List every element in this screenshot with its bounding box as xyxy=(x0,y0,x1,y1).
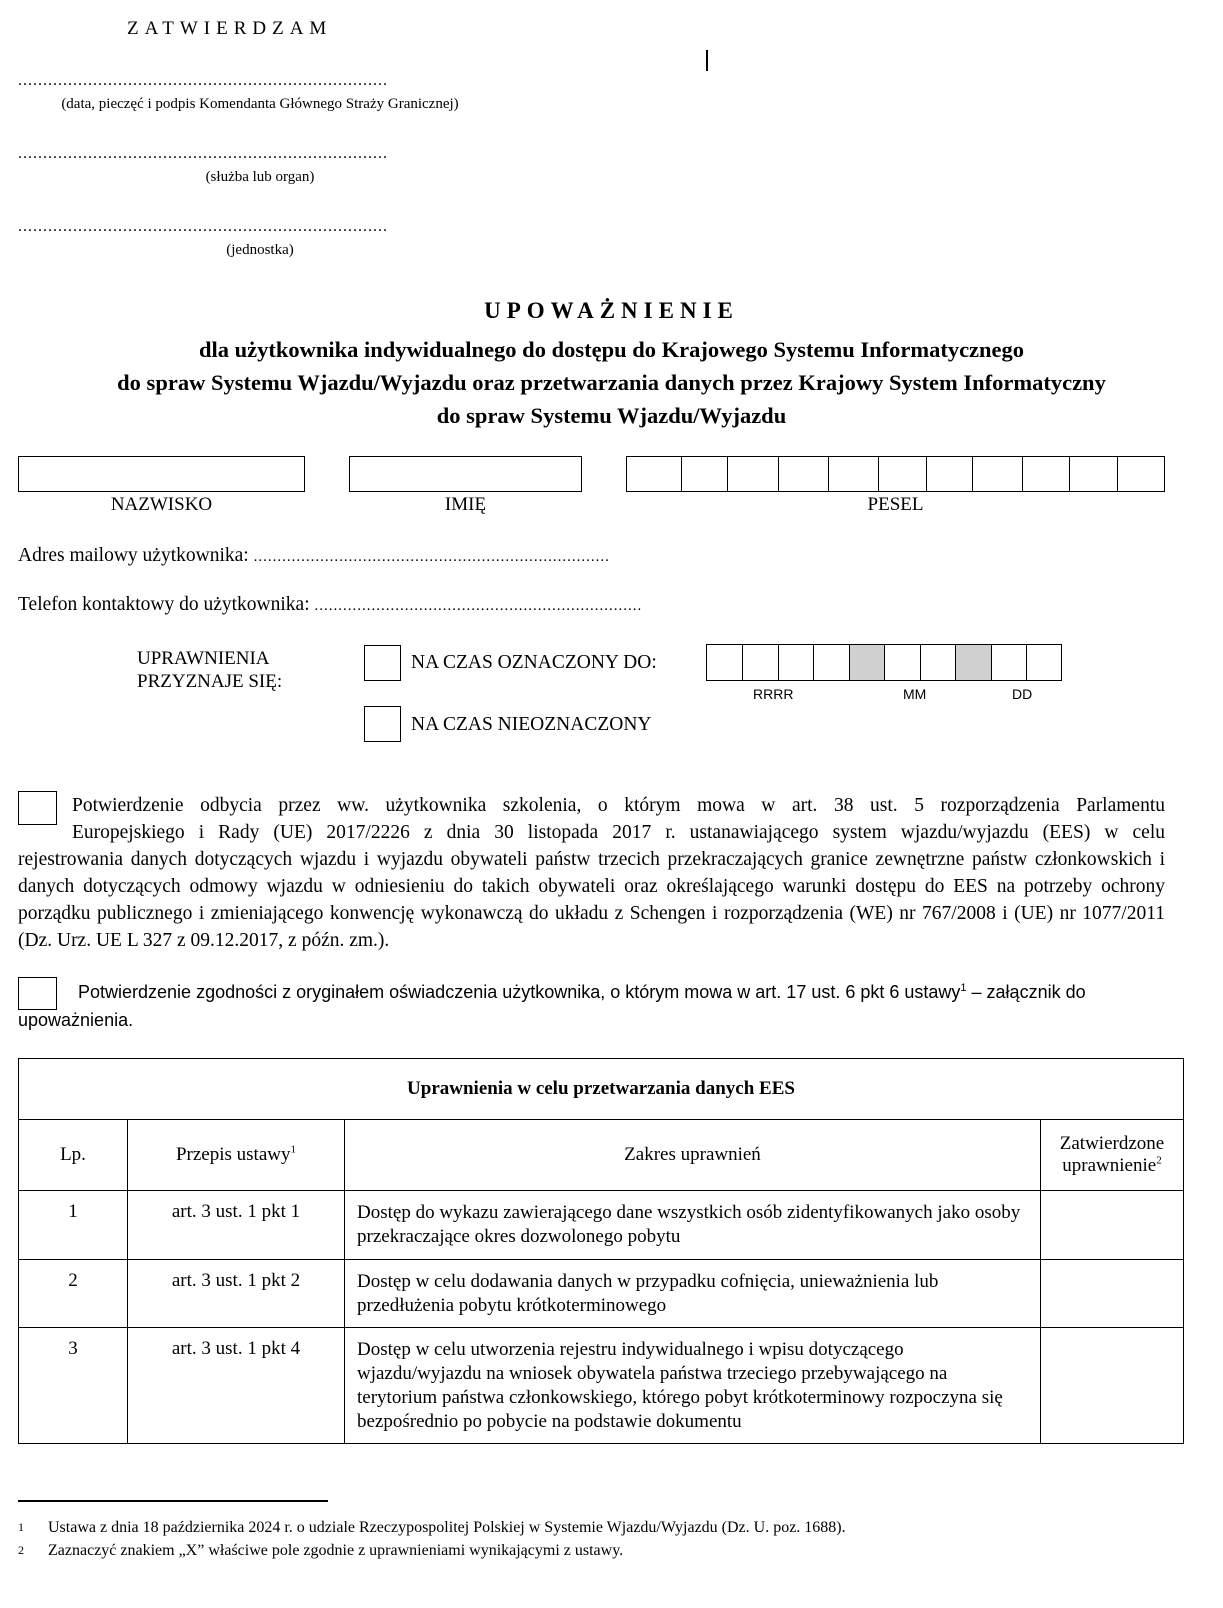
pesel-digit-cell[interactable] xyxy=(627,457,681,491)
statement-confirmation-text xyxy=(18,978,1165,1034)
document-subtitle xyxy=(0,333,1223,432)
row-approved-cell[interactable] xyxy=(1041,1260,1184,1328)
training-text-line-2: Europejskiego i Rady (UE) 2017/2226 z dnia 30 listopada 2017 r. ustanawiającego system wjazdu/wyjazdu (EES) w celu xyxy=(72,822,1165,843)
subtitle-line-3: do spraw Systemu Wjazdu/Wyjazdu xyxy=(436,403,787,428)
row-lp: 1 xyxy=(19,1191,128,1260)
permissions-granted-label xyxy=(137,647,282,693)
header-law-text: Przepis ustawy xyxy=(175,1144,291,1165)
statement-tail: – załącznik do upoważnienia. xyxy=(18,982,1086,1030)
header-law-footnote: 1 xyxy=(290,1143,296,1156)
footnote-number: 2 xyxy=(18,1543,24,1557)
month-format-label: MM xyxy=(903,686,927,702)
row-scope: Dostęp do wykazu zawierającego dane wszystkich osób zidentyfikowanych jako osoby przekraczające okres dozwolonego pobytu xyxy=(345,1191,1041,1260)
row-approved-cell[interactable] xyxy=(1041,1328,1184,1444)
training-confirmation-text xyxy=(18,792,1165,954)
table-row xyxy=(19,1328,1184,1444)
header-approved-text: Zatwierdzone uprawnienie xyxy=(1059,1133,1165,1176)
table-row xyxy=(19,1191,1184,1260)
date-separator-cell xyxy=(849,645,884,680)
header-lp: Lp. xyxy=(19,1120,128,1191)
indefinite-checkbox[interactable] xyxy=(364,706,401,742)
email-field[interactable]: ........................................................................... xyxy=(253,549,610,565)
permissions-table xyxy=(18,1058,1184,1444)
row-lp: 2 xyxy=(19,1260,128,1328)
table-row xyxy=(19,1260,1184,1328)
statement-text: Potwierdzenie zgodności z oryginałem oświadczenia użytkownika, o którym mowa w art. 17 ust. 6 pkt 6 ustawy xyxy=(78,982,961,1002)
name-input[interactable] xyxy=(349,456,582,492)
pesel-digit-cell[interactable] xyxy=(1069,457,1117,491)
service-caption: (służba lub organ) xyxy=(205,169,315,185)
day-digit-cell[interactable] xyxy=(1026,645,1061,680)
pesel-input[interactable] xyxy=(626,456,1165,492)
pesel-digit-cell[interactable] xyxy=(1117,457,1164,491)
email-label: Adres mailowy użytkownika: xyxy=(18,545,254,566)
service-line[interactable]: .......................................................................... xyxy=(18,145,388,162)
row-approved-cell[interactable] xyxy=(1041,1191,1184,1260)
footnote-number: 1 xyxy=(18,1520,24,1534)
date-input[interactable] xyxy=(706,644,1062,681)
pesel-digit-cell[interactable] xyxy=(778,457,828,491)
approve-heading: ZATWIERDZAM xyxy=(127,18,333,39)
footnote-separator xyxy=(18,1500,328,1502)
training-text-rest: rejestrowania danych dotyczących wjazdu i wyjazdu obywateli państw trzecich przekraczających granice zewnętrzne państw członkowskich i danych dotyczących odmowy wjazdu w odniesieniu do takich obywateli oraz określającego warunki dostępu do EES na potrzeby ochrony porządku publicznego i zmieniającego konwencję wykonawczą do układu z Schengen i rozporządzenia (WE) nr 767/2008 i (UE) nr 1077/2011 (Dz. Urz. UE L 327 z 09.12.2017, z późn. zm.). xyxy=(18,849,1165,951)
date-signature-caption: (data, pieczęć i podpis Komendanta Głównego Straży Granicznej) xyxy=(61,96,459,112)
pesel-digit-cell[interactable] xyxy=(681,457,727,491)
header-approved-footnote: 2 xyxy=(1156,1154,1162,1167)
email-row xyxy=(18,545,610,567)
day-digit-cell[interactable] xyxy=(991,645,1026,680)
date-separator-cell xyxy=(955,645,991,680)
text-cursor xyxy=(706,50,708,71)
fixed-term-checkbox[interactable] xyxy=(364,645,401,681)
training-text-line-1: Potwierdzenie odbycia przez ww. użytkownika szkolenia, o którym mowa w art. 38 ust. 5 rozporządzenia Parlamentu xyxy=(72,795,1165,816)
phone-field[interactable]: ..................................................................... xyxy=(314,598,643,614)
unit-line[interactable]: .......................................................................... xyxy=(18,218,388,235)
row-law: art. 3 ust. 1 pkt 2 xyxy=(128,1260,345,1328)
surname-label: NAZWISKO xyxy=(110,494,213,515)
pesel-digit-cell[interactable] xyxy=(878,457,926,491)
fixed-term-label: NA CZAS OZNACZONY DO: xyxy=(411,652,657,673)
row-lp: 3 xyxy=(19,1328,128,1444)
date-signature-line[interactable]: .......................................................................... xyxy=(18,72,388,89)
month-digit-cell[interactable] xyxy=(920,645,955,680)
header-scope: Zakres uprawnień xyxy=(345,1120,1041,1191)
footnote-text: Ustawa z dnia 18 października 2024 r. o udziale Rzeczypospolitej Polskiej w Systemie Wjazdu/Wyjazdu (Dz. U. poz. 1688). xyxy=(48,1519,846,1536)
header-law xyxy=(128,1120,345,1191)
day-format-label: DD xyxy=(1012,686,1033,702)
row-scope: Dostęp w celu utworzenia rejestru indywidualnego i wpisu dotyczącego wjazdu/wyjazdu na wniosek obywatela państwa trzeciego przebywającego na terytorium państwa członkowskiego, którego pobyt krótkoterminowy rozpoczyna się bezpośrednio po pobycie na podstawie dokumentu xyxy=(345,1328,1041,1444)
pesel-digit-cell[interactable] xyxy=(972,457,1022,491)
table-caption: Uprawnienia w celu przetwarzania danych EES xyxy=(19,1059,1184,1120)
phone-row xyxy=(18,594,642,616)
pesel-digit-cell[interactable] xyxy=(926,457,972,491)
table-header-row xyxy=(19,1120,1184,1191)
subtitle-line-2: do spraw Systemu Wjazdu/Wyjazdu oraz przetwarzania danych przez Krajowy System Informatyczny xyxy=(117,370,1106,395)
header-approved xyxy=(1041,1120,1184,1191)
pesel-digit-cell[interactable] xyxy=(727,457,778,491)
surname-input[interactable] xyxy=(18,456,305,492)
subtitle-line-1: dla użytkownika indywidualnego do dostępu do Krajowego Systemu Informatycznego xyxy=(198,337,1025,362)
name-label: IMIĘ xyxy=(444,494,487,515)
indefinite-label: NA CZAS NIEOZNACZONY xyxy=(411,714,652,735)
pesel-digit-cell[interactable] xyxy=(1022,457,1069,491)
unit-caption: (jednostka) xyxy=(226,242,294,258)
year-digit-cell[interactable] xyxy=(742,645,778,680)
phone-label: Telefon kontaktowy do użytkownika: xyxy=(18,594,315,615)
pesel-digit-cell[interactable] xyxy=(828,457,878,491)
table-caption-row xyxy=(19,1059,1184,1120)
document-title: UPOWAŻNIENIE xyxy=(484,298,739,323)
footnote-2 xyxy=(18,1539,1168,1562)
year-format-label: RRRR xyxy=(753,686,794,702)
year-digit-cell[interactable] xyxy=(778,645,813,680)
footnotes xyxy=(18,1516,1168,1562)
footnote-text: Zaznaczyć znakiem „X” właściwe pole zgodnie z uprawnieniami wynikającymi z ustawy. xyxy=(48,1542,624,1559)
footnote-ref: 1 xyxy=(960,982,967,994)
row-law: art. 3 ust. 1 pkt 1 xyxy=(128,1191,345,1260)
permissions-label-line-2: PRZYZNAJE SIĘ: xyxy=(137,671,283,692)
footnote-1 xyxy=(18,1516,1168,1539)
row-law: art. 3 ust. 1 pkt 4 xyxy=(128,1328,345,1444)
month-digit-cell[interactable] xyxy=(884,645,920,680)
permissions-label-line-1: UPRAWNIENIA xyxy=(137,648,270,669)
year-digit-cell[interactable] xyxy=(707,645,742,680)
pesel-label: PESEL xyxy=(867,494,924,515)
year-digit-cell[interactable] xyxy=(813,645,849,680)
row-scope: Dostęp w celu dodawania danych w przypadku cofnięcia, unieważnienia lub przedłużenia pobytu krótkoterminowego xyxy=(345,1260,1041,1328)
